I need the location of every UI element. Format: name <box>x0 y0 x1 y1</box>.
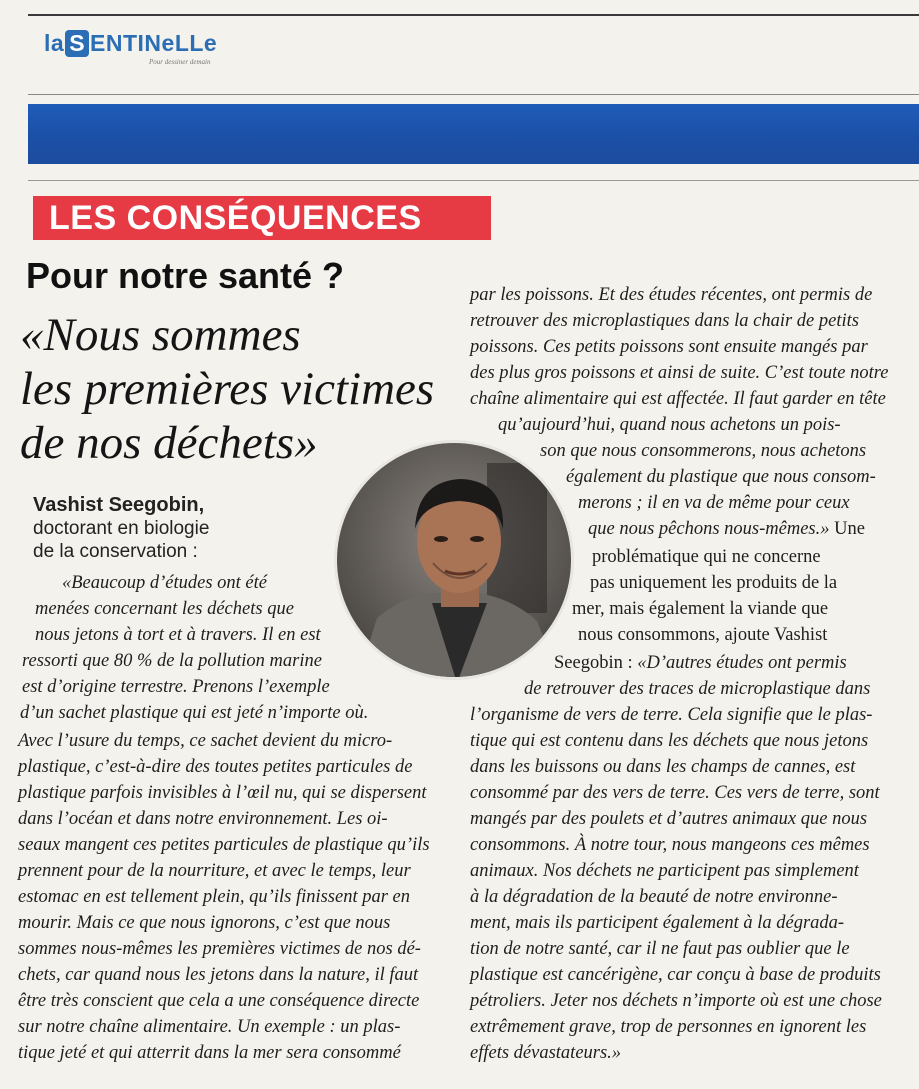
header-rule <box>28 94 919 95</box>
banner-rule <box>28 180 919 181</box>
body-line: l’organisme de vers de terre. Cela signifie que le plas- <box>470 705 873 725</box>
body-line: dans les buissons ou dans les champs de cannes, est <box>470 757 856 777</box>
body-line: sur notre chaîne alimentaire. Un exemple : un plas- <box>18 1017 401 1037</box>
body-line: pas uniquement les produits de la <box>590 573 838 593</box>
body-line: plastique est cancérigène, car conçu à base de produits <box>470 965 881 985</box>
body-line: pétroliers. Jeter nos déchets n’importe où est une chose <box>470 991 882 1011</box>
body-line: être très conscient que cela a une conséquence directe <box>18 991 420 1011</box>
blue-banner <box>28 104 919 164</box>
body-line: effets dévastateurs.» <box>470 1043 622 1063</box>
body-line: plastique parfois invisibles à l’œil nu, qui se dispersent <box>18 783 427 803</box>
body-line: Avec l’usure du temps, ce sachet devient du micro- <box>18 731 393 751</box>
body-line: poissons. Ces petits poissons sont ensuite mangés par <box>470 337 868 357</box>
body-line: des plus gros poissons et ainsi de suite. C’est toute notre <box>470 363 889 383</box>
body-line-upright: Une <box>829 519 865 539</box>
body-line <box>554 650 847 676</box>
author-byline <box>33 493 209 563</box>
body-line: ressorti que 80 % de la pollution marine <box>22 651 322 671</box>
body-line: de retrouver des traces de microplastique dans <box>524 679 871 699</box>
body-line: extrêmement grave, trop de personnes en ignorent les <box>470 1017 867 1037</box>
headline-line: «Nous sommes <box>20 309 301 361</box>
article-kicker: Pour notre santé ? <box>26 255 345 296</box>
body-line: par les poissons. Et des études récentes, ont permis de <box>470 285 873 305</box>
body-line: plastique, c’est-à-dire des toutes petites particules de <box>18 757 413 777</box>
body-line: sommes nous-mêmes les premières victimes de nos dé- <box>18 939 421 959</box>
body-line: également du plastique que nous consom- <box>566 467 876 487</box>
masthead <box>44 30 217 72</box>
section-tag: LES CONSÉQUENCES <box>33 196 491 240</box>
headline-line: les premières victimes <box>20 363 435 415</box>
portrait-image <box>337 443 574 680</box>
body-line: seaux mangent ces petites particules de plastique qu’ils <box>18 835 430 855</box>
headline-line: de nos déchets» <box>20 417 318 469</box>
logo-prefix: la <box>44 30 65 56</box>
body-line: menées concernant les déchets que <box>35 599 294 619</box>
body-line: consommons. À notre tour, nous mangeons ces mêmes <box>470 835 870 855</box>
body-line: consommé par des vers de terre. Ces vers de terre, sont <box>470 783 880 803</box>
body-line: d’un sachet plastique qui est jeté n’importe où. <box>20 703 369 723</box>
body-line: tique jeté et qui atterrit dans la mer sera consommé <box>18 1043 401 1063</box>
body-line-upright: Seegobin : <box>554 653 638 673</box>
body-line: «Beaucoup d’études ont été <box>62 573 267 593</box>
body-line: merons ; il en va de même pour ceux <box>578 493 850 513</box>
author-portrait <box>334 440 574 680</box>
body-line: mangés par des poulets et d’autres animaux que nous <box>470 809 868 829</box>
logo-tagline: Pour dessiner demain <box>149 58 211 66</box>
author-name: Vashist Seegobin, <box>33 494 205 516</box>
article-headline <box>20 308 434 470</box>
body-line: nous jetons à tort et à travers. Il en est <box>35 625 321 645</box>
body-line-italic: «D’autres études ont permis <box>637 653 847 673</box>
body-line: chets, car quand nous les jetons dans la nature, il faut <box>18 965 419 985</box>
body-line: prennent pour de la nourriture, et avec le temps, leur <box>18 861 411 881</box>
logo-s-mark: S <box>65 30 89 57</box>
body-line: son que nous consommerons, nous achetons <box>540 441 867 461</box>
body-line: dans l’océan et dans notre environnement. Les oi- <box>18 809 388 829</box>
author-role-line: doctorant en biologie <box>33 518 210 539</box>
body-line: chaîne alimentaire qui est affectée. Il faut garder en tête <box>470 389 886 409</box>
body-line: à la dégradation de la beauté de notre environne- <box>470 887 838 907</box>
body-line: nous consommons, ajoute Vashist <box>578 625 828 645</box>
newspaper-logo[interactable] <box>44 30 217 57</box>
body-line-italic: que nous pêchons nous-mêmes.» <box>588 519 830 539</box>
logo-suffix: ENTINeLLe <box>90 30 218 56</box>
body-line: problématique qui ne concerne <box>592 547 821 567</box>
author-role-line: de la conservation : <box>33 541 198 562</box>
top-rule <box>28 14 919 16</box>
body-line <box>588 516 865 542</box>
body-line: tique qui est contenu dans les déchets que nous jetons <box>470 731 869 751</box>
body-line: tion de notre santé, car il ne faut pas oublier que le <box>470 939 850 959</box>
body-line: ment, mais ils participent également à la dégrada- <box>470 913 845 933</box>
body-line: est d’origine terrestre. Prenons l’exemple <box>22 677 330 697</box>
body-line: retrouver des microplastiques dans la chair de petits <box>470 311 859 331</box>
body-line: estomac en est tellement plein, qu’ils finissent par en <box>18 887 411 907</box>
body-line: mourir. Mais ce que nous ignorons, c’est que nous <box>18 913 391 933</box>
body-line: qu’aujourd’hui, quand nous achetons un pois- <box>498 415 841 435</box>
body-line: mer, mais également la viande que <box>572 599 829 619</box>
body-line: animaux. Nos déchets ne participent pas simplement <box>470 861 859 881</box>
